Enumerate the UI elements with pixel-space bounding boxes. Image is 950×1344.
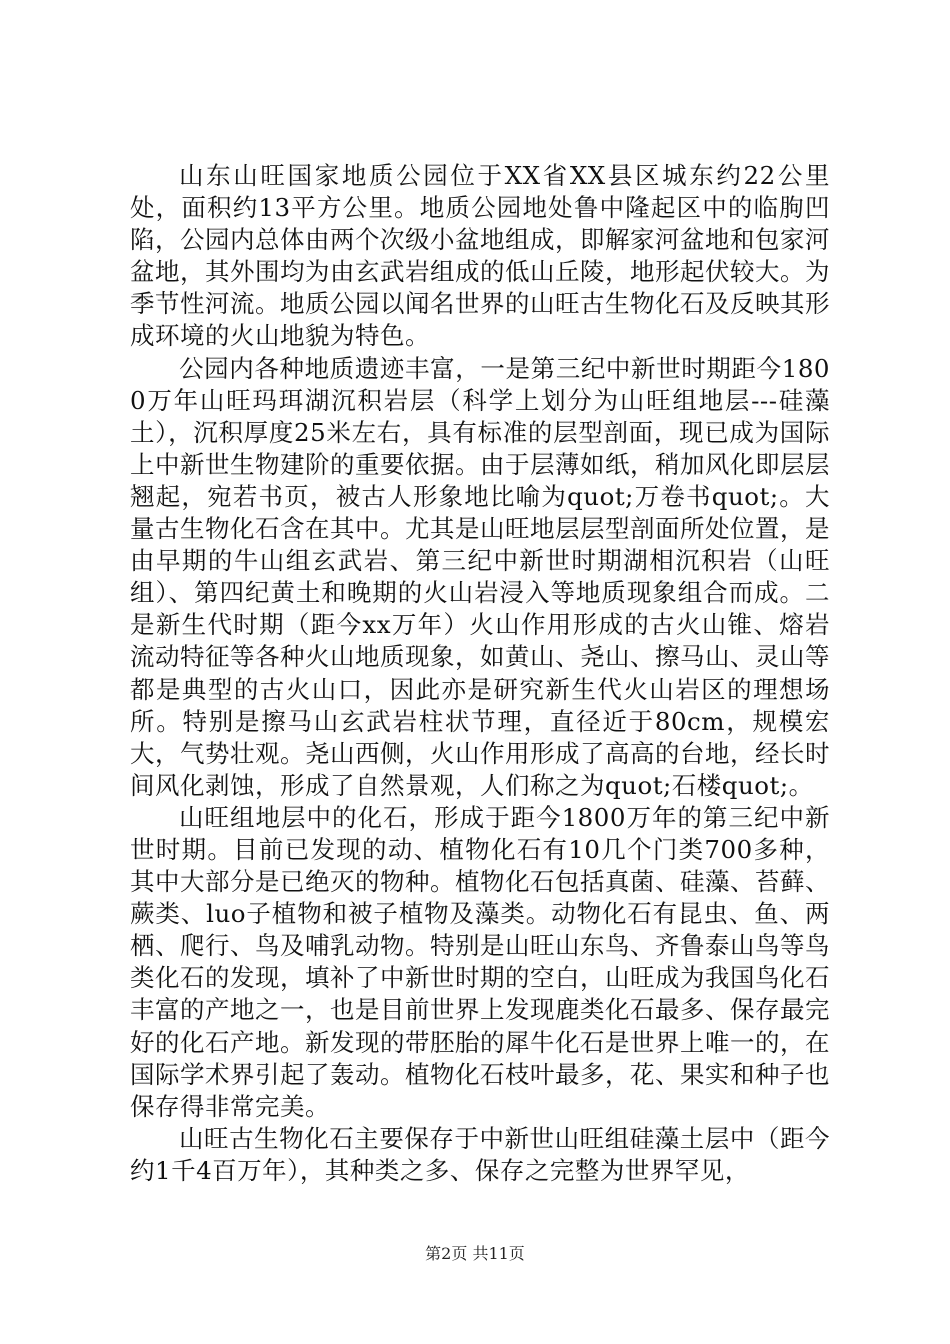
paragraph-geological-relics: 公园内各种地质遗迹丰富，一是第三纪中新世时期距今1800万年山旺玛珥湖沉积岩层（科学上划分为山旺组地层---硅藻土），沉积厚度25米左右，具有标准的层型剖面，现已成为国际上中新世生物建阶的重要依据。由于层薄如纸，稍加风化即层层翘起，宛若书页，被古人形象地比喻为quot;万卷书quot;。大量古生物化石含在其中。尤其是山旺地层层型剖面所处位置，是由早期的牛山组玄武岩、第三纪中新世时期湖相沉积岩（山旺组）、第四纪黄土和晚期的火山岩浸入等地质现象组合而成。二是新生代时期（距今xx万年）火山作用形成的古火山锥、熔岩流动特征等各种火山地质现象，如黄山、尧山、擦马山、灵山等都是典型的古火山口，因此亦是研究新生代火山岩区的理想场所。特别是擦马山玄武岩柱状节理，直径近于80cm，规模宏大，气势壮观。尧山西侧，火山作用形成了高高的台地，经长时间风化剥蚀，形成了自然景观，人们称之为quot;石楼quot;。 [130, 353, 830, 800]
paragraph-geopark-overview: 山东山旺国家地质公园位于XX省XX县区城东约22公里处，面积约13平方公里。地质公园地处鲁中隆起区中的临朐凹陷，公园内总体由两个次级小盆地组成，即解家河盆地和包家河盆地，其外围均为由玄武岩组成的低山丘陵，地形起伏较大。为季节性河流。地质公园以闻名世界的山旺古生物化石及反映其形成环境的火山地貌为特色。 [130, 161, 830, 351]
paragraph-fossil-preservation: 山旺古生物化石主要保存于中新世山旺组硅藻土层中（距今约1千4百万年），其种类之多、保存之完整为世界罕见， [130, 1123, 830, 1185]
page-number-footer: 第2页 共11页 [425, 1244, 525, 1263]
paragraph-fossils: 山旺组地层中的化石，形成于距今1800万年的第三纪中新世时期。目前已发现的动、植物化石有10几个门类700多种，其中大部分是已绝灭的物种。植物化石包括真菌、硅藻、苔藓、蕨类、luo子植物和被子植物及藻类。动物化石有昆虫、鱼、两栖、爬行、鸟及哺乳动物。特别是山旺山东鸟、齐鲁泰山鸟等鸟类化石的发现，填补了中新世时期的空白，山旺成为我国鸟化石丰富的产地之一，也是目前世界上发现鹿类化石最多、保存最完好的化石产地。新发现的带胚胎的犀牛化石是世界上唯一的，在国际学术界引起了轰动。植物化石枝叶最多，花、果实和种子也保存得非常完美。 [130, 802, 830, 1121]
document-body [130, 160, 830, 1187]
